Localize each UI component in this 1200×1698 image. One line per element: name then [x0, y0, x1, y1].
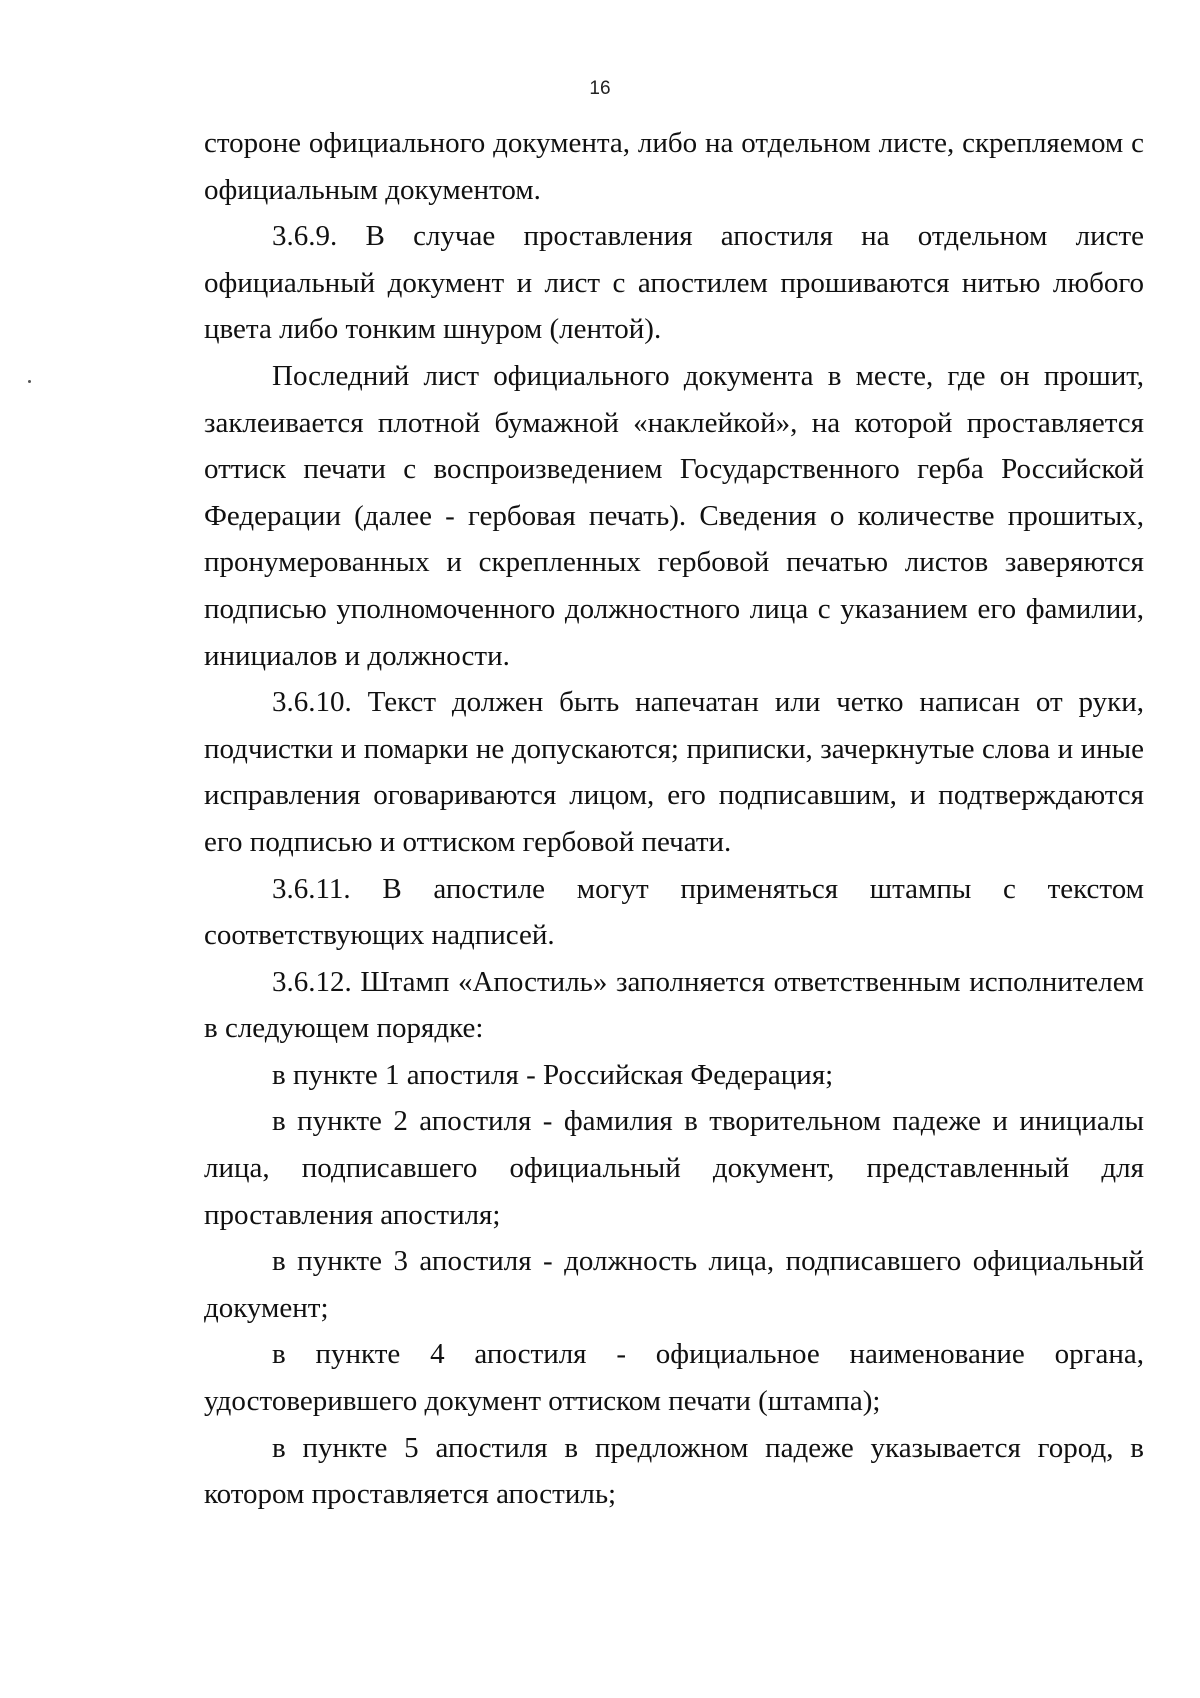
paragraph-3-6-10: 3.6.10. Текст должен быть напечатан или четко написан от руки, подчистки и помарки не допускаются; приписки, зачеркнутые слова и иные исправления оговариваются лицом, его подписавшим, и подтверждаются его подписью и оттиском гербовой печати.: [204, 686, 1144, 858]
paragraph-item-5: в пункте 5 апостиля в предложном падеже указывается город, в котором проставляется апостиль;: [204, 1431, 1144, 1511]
document-body: [204, 120, 1144, 1518]
paragraph-3-6-9: 3.6.9. В случае проставления апостиля на отдельном листе официальный документ и лист с апостилем прошиваются нитью любого цвета либо тонким шнуром (лентой).: [204, 220, 1144, 346]
paragraph-item-1: в пункте 1 апостиля - Российская Федерация;: [272, 1058, 834, 1091]
paragraph-item-4: в пункте 4 апостиля - официальное наименование органа, удостоверившего документ оттиском печати (штампа);: [204, 1338, 1144, 1418]
paragraph-continuation: стороне официального документа, либо на отдельном листе, скрепляемом с официальным документом.: [204, 127, 1144, 206]
paragraph-item-2: в пункте 2 апостиля - фамилия в творительном падеже и инициалы лица, подписавшего официальный документ, представленный для проставления апостиля;: [204, 1105, 1144, 1231]
paragraph-item-3: в пункте 3 апостиля - должность лица, подписавшего официальный документ;: [204, 1245, 1144, 1324]
paragraph-3-6-11: 3.6.11. В апостиле могут применяться штампы с текстом соответствующих надписей.: [204, 872, 1144, 952]
page-number: 16: [589, 78, 611, 99]
paragraph-3-6-12: 3.6.12. Штамп «Апостиль» заполняется ответственным исполнителем в следующем порядке:: [204, 965, 1144, 1045]
paragraph-last-sheet: Последний лист официального документа в месте, где он прошит, заклеивается плотной бумажной «наклейкой», на которой проставляется оттиск печати с воспроизведением Государственного герба Российской Федерации (далее - гербовая печать). Сведения о количестве прошитых, пронумерованных и скрепленных гербовой печатью листов заверяются подписью уполномоченного должностного лица с указанием его фамилии, инициалов и должности.: [204, 359, 1144, 672]
scan-artifact: [28, 380, 31, 383]
